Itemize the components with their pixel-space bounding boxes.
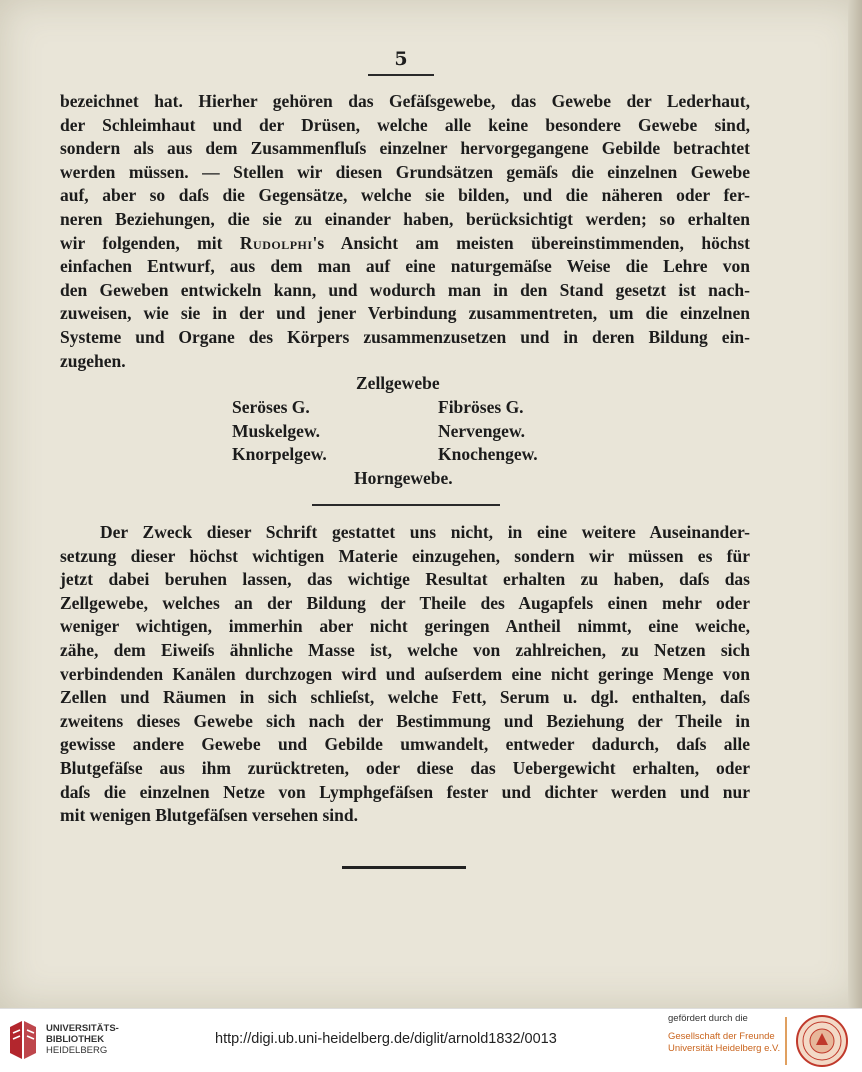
source-url-link[interactable]: http://digi.ub.uni-heidelberg.de/diglit/arnold1832/0013: [215, 1031, 557, 1047]
library-line: UNIVERSITÄTS-: [46, 1023, 119, 1034]
text-line: zähe, dem Eiweiſs ähnliche Masse ist, welche von zahlreichen, zu Netzen sich: [60, 639, 750, 660]
text-line: gewisse andere Gewebe und Gebilde umwandelt, entweder dadurch, daſs alle: [60, 734, 750, 755]
footer-bar: [0, 1008, 862, 1072]
text-line: verbindenden Kanälen durchzogen wird und auſserdem eine nicht geringe Menge von: [60, 663, 750, 684]
text-line: weniger wichtigen, immerhin aber nicht geringen Antheil nimmt, eine weiche,: [60, 616, 750, 637]
library-name: [46, 1023, 119, 1056]
text-line: den Geweben entwickeln kann, und wodurch man in den Stand gesetzt ist nach-: [60, 279, 750, 300]
text-line: auf, aber so daſs die Gegensätze, welche sie bilden, und die näheren oder fer-: [60, 185, 750, 206]
text-line: setzung dieser höchst wichtigen Materie einzugehen, sondern wir müssen es für: [60, 545, 750, 566]
section-divider: [312, 504, 500, 506]
sponsor-name: [668, 1031, 780, 1055]
text-line: zugehen.: [60, 350, 126, 371]
paragraph-2: [60, 521, 750, 828]
sponsor-line: Gesellschaft der Freunde: [668, 1031, 775, 1042]
text-line: einfachen Entwurf, aus dem man auf eine naturgemäſse Weise die Lehre von: [60, 256, 750, 277]
sponsor-divider: [785, 1017, 787, 1065]
text-line: werden müssen. — Stellen wir diesen Grundsätzen gemäſs die einzelnen Gewebe: [60, 161, 750, 182]
author-name: Rudolphi: [239, 232, 313, 253]
page-number-rule: [368, 74, 434, 76]
text-line: Der Zweck dieser Schrift gestattet uns nicht, in eine weitere Auseinander-: [100, 522, 750, 542]
scheme-left-item: Seröses G.: [232, 397, 310, 417]
text-line: zuweisen, wie sie in der und jener Verbindung zusammentreten, um die einzelnen: [60, 303, 750, 324]
page-edge-shadow: [848, 0, 862, 1008]
text-line: neren Beziehungen, die sie zu einander haben, berücksichtigt werden; so erhalten: [60, 208, 750, 229]
text-line: zweitens dieses Gewebe sich nach der Bestimmung und Beziehung der Theile in: [60, 710, 750, 731]
text-line: Blutgefäſse aus ihm zurücktreten, oder diese das Uebergewicht erhalten, oder: [60, 757, 750, 778]
text-line: mit wenigen Blutgefäſsen versehen sind.: [60, 805, 358, 826]
sponsor-label: gefördert durch die: [668, 1013, 748, 1024]
library-line: HEIDELBERG: [46, 1045, 108, 1056]
scheme-left-item: Muskelgew.: [232, 421, 320, 441]
paragraph-1: [60, 90, 750, 373]
text-line: daſs die einzelnen Netze von Lymphgefäſsen fester und dichter werden und nur: [60, 781, 750, 802]
scheme-bottom: Horngewebe.: [354, 468, 453, 488]
text-line: bezeichnet hat. Hierher gehören das Gefäſsgewebe, das Gewebe der Lederhaut,: [60, 91, 750, 111]
scheme-right-item: Fibröses G.: [438, 397, 524, 417]
text-line: sondern als aus dem Zusammenfluſs einzelner hervorgegangene Gebilde betrachtet: [60, 138, 750, 159]
sponsor-line: Universität Heidelberg e.V.: [668, 1043, 781, 1054]
text-line: Zellgewebe, welches an der Bildung der Theile des Augapfels einen mehr oder: [60, 592, 750, 613]
scheme-right-item: Knochengew.: [438, 444, 538, 464]
university-seal-icon: [795, 1014, 849, 1068]
scheme-right-item: Nervengew.: [438, 421, 525, 441]
text-line: Zellen und Räumen in sich schlieſst, welche Fett, Serum u. dgl. enthalten, daſs: [60, 687, 750, 708]
text-line: der Schleimhaut und der Drüsen, welche alle keine besondere Gewebe sind,: [60, 114, 750, 135]
text-line: jetzt dabei beruhen lassen, das wichtige Resultat erhalten zu haben, daſs das: [60, 569, 750, 590]
scheme-top: Zellgewebe: [356, 373, 440, 393]
text-fragment: wir folgenden, mit: [60, 232, 240, 253]
text-line: Systeme und Organe des Körpers zusammenzusetzen und in deren Bildung ein-: [60, 326, 750, 347]
text-fragment: 's Ansicht am meisten übereinstimmenden, höchst: [312, 232, 750, 253]
page-number: 5: [394, 48, 408, 70]
end-rule: [342, 866, 466, 869]
scheme-left-item: Knorpelgew.: [232, 444, 327, 464]
library-line: BIBLIOTHEK: [46, 1034, 105, 1045]
library-logo-icon: [8, 1019, 38, 1061]
text-line: [60, 232, 750, 256]
